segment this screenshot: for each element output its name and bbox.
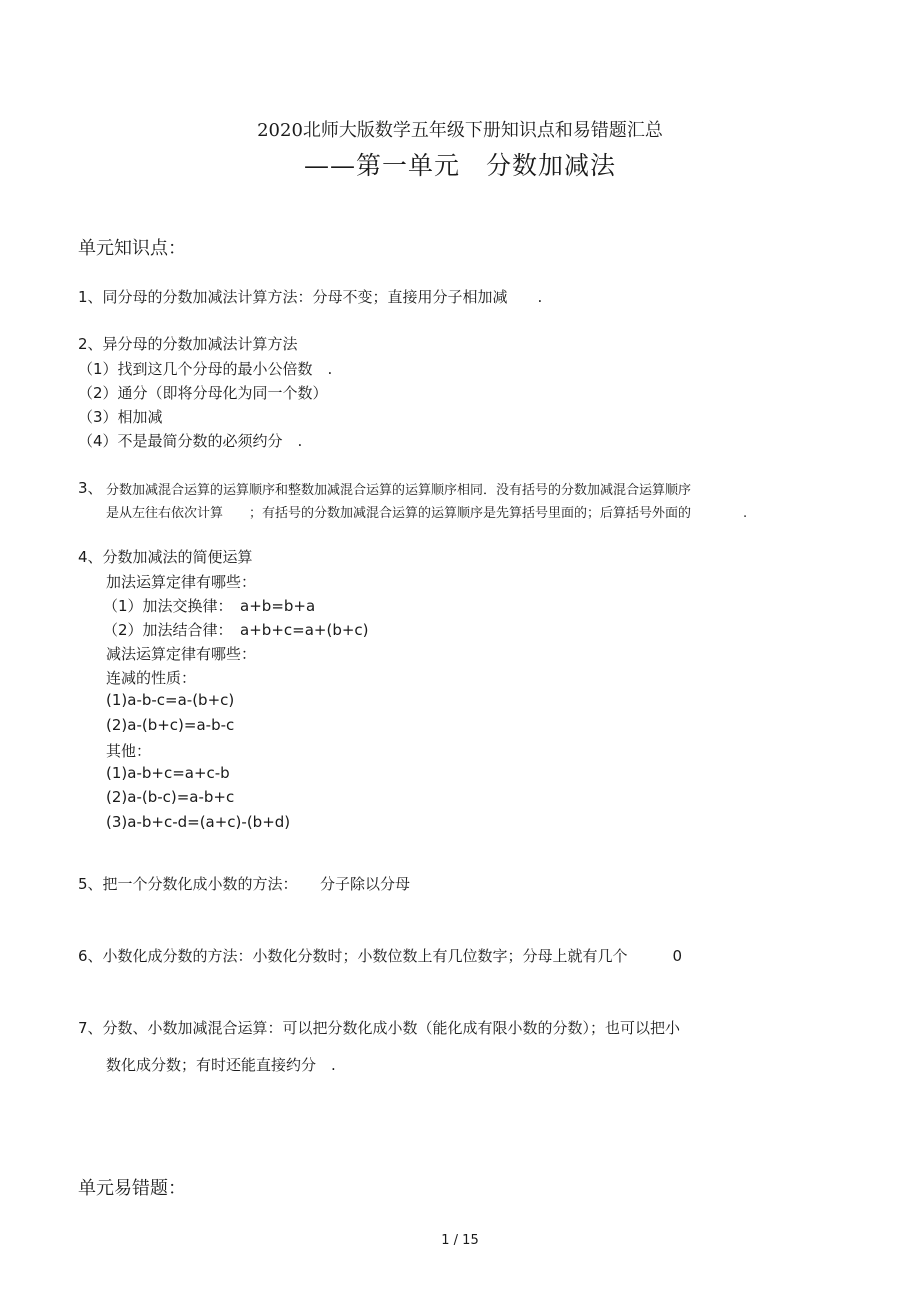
subtraction-formula: (2)a-(b+c)=a-b-c xyxy=(106,716,235,734)
knowledge-item-7-line: 数化成分数；有时还能直接约分 . xyxy=(106,1056,336,1074)
knowledge-item-7-line: 7、分数、小数加减混合运算：可以把分数化成小数（能化成有限小数的分数）；也可以把小 xyxy=(78,1019,681,1037)
document-subtitle: ——第一单元 分数加减法 xyxy=(303,151,616,180)
subtraction-property-title: 连减的性质： xyxy=(106,669,197,687)
document-title: 2020北师大版数学五年级下册知识点和易错题汇总 xyxy=(257,120,663,141)
addition-law: （1）加法交换律： a+b=b+a xyxy=(103,597,316,615)
other-title: 其他： xyxy=(106,742,152,760)
knowledge-item-3-line: 分数加减混合运算的运算顺序和整数加减混合运算的运算顺序相同．没有括号的分数加减混合运算顺序 xyxy=(106,483,692,498)
addition-laws-title: 加法运算定律有哪些： xyxy=(106,573,257,591)
knowledge-item-2-heading: 2、异分母的分数加减法计算方法 xyxy=(78,335,298,353)
subtraction-laws-title: 减法运算定律有哪些： xyxy=(106,645,257,663)
knowledge-item-2-step: （3）相加减 xyxy=(78,408,163,426)
other-formula: (3)a-b+c-d=(a+c)-(b+d) xyxy=(106,813,291,831)
other-formula: (1)a-b+c=a+c-b xyxy=(106,764,230,782)
page-number: 1 / 15 xyxy=(441,1233,479,1248)
subtraction-formula: (1)a-b-c=a-(b+c) xyxy=(106,691,235,709)
knowledge-item-3-number: 3、 xyxy=(78,479,103,497)
knowledge-item-2-step: （2）通分（即将分母化为同一个数） xyxy=(78,384,328,402)
knowledge-item-2-step: （1）找到这几个分母的最小公倍数 . xyxy=(78,360,333,378)
other-formula: (2)a-(b-c)=a-b+c xyxy=(106,788,235,806)
knowledge-heading: 单元知识点： xyxy=(78,238,186,259)
knowledge-item-3-line: 是从左往右依次计算 ；有括号的分数加减混合运算的运算顺序是先算括号里面的；后算括号外面的 . xyxy=(106,506,748,521)
addition-law: （2）加法结合律： a+b+c=a+(b+c) xyxy=(103,621,369,639)
knowledge-item-4-heading: 4、分数加减法的简便运算 xyxy=(78,548,253,566)
mistakes-heading: 单元易错题： xyxy=(78,1178,186,1199)
knowledge-item-6: 6、小数化成分数的方法：小数化分数时；小数位数上有几位数字；分母上就有几个 0 xyxy=(78,947,683,965)
knowledge-item-2-step: （4）不是最简分数的必须约分 . xyxy=(78,432,303,450)
knowledge-item-5: 5、把一个分数化成小数的方法： 分子除以分母 xyxy=(78,875,411,893)
knowledge-item-1: 1、同分母的分数加减法计算方法：分母不变；直接用分子相加减 . xyxy=(78,288,543,306)
